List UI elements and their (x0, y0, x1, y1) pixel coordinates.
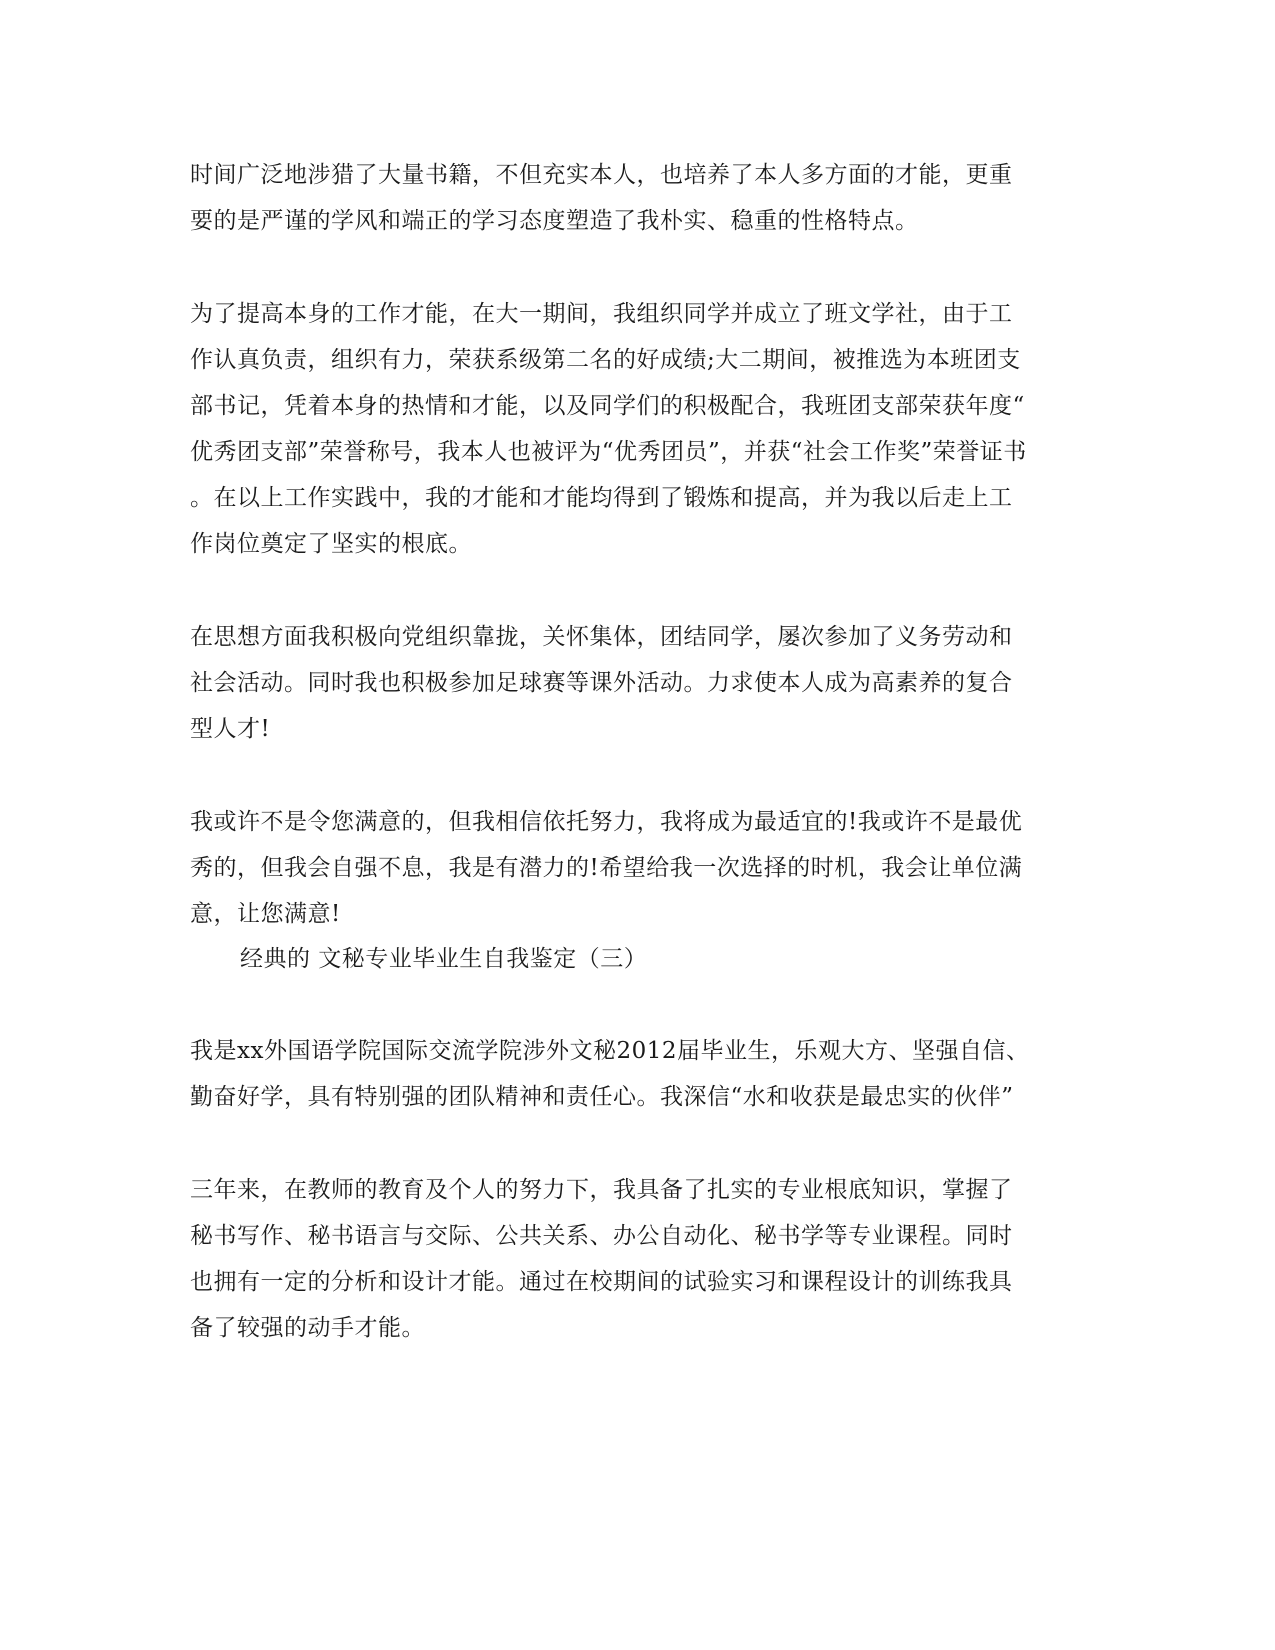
section-heading: 经典的 文秘专业毕业生自我鉴定（三） (240, 946, 648, 972)
text-line: 优秀团支部”荣誉称号，我本人也被评为“优秀团员”，并获“社会工作奖”荣誉证书 (190, 439, 1027, 465)
text-line: 部书记，凭着本身的热情和才能，以及同学们的积极配合，我班团支部荣获年度“ (190, 393, 1025, 419)
text-line: 意，让您满意! (190, 901, 341, 927)
text-line: 时间广泛地涉猎了大量书籍，不但充实本人，也培养了本人多方面的才能，更重 (190, 162, 1013, 188)
text-line: 型人才! (190, 716, 271, 742)
text-line: 为了提高本身的工作才能，在大一期间，我组织同学并成立了班文学社，由于工 (190, 301, 1013, 327)
text-line: 秘书写作、秘书语言与交际、公共关系、办公自动化、秘书学等专业课程。同时 (190, 1223, 1013, 1249)
text-line: 社会活动。同时我也积极参加足球赛等课外活动。力求使本人成为高素养的复合 (190, 670, 1013, 696)
text-line: 三年来，在教师的教育及个人的努力下，我具备了扎实的专业根底知识，掌握了 (190, 1177, 1013, 1203)
text-line: 我是xx外国语学院国际交流学院涉外文秘2012届毕业生，乐观大方、坚强自信、 (190, 1038, 1030, 1064)
text-line: 。在以上工作实践中，我的才能和才能均得到了锻炼和提高，并为我以后走上工 (190, 485, 1013, 511)
text-line: 备了较强的动手才能。 (190, 1315, 425, 1341)
text-line: 也拥有一定的分析和设计才能。通过在校期间的试验实习和课程设计的训练我具 (190, 1269, 1013, 1295)
text-line: 作岗位奠定了坚实的根底。 (190, 531, 472, 557)
text-line: 在思想方面我积极向党组织靠拢，关怀集体，团结同学，屡次参加了义务劳动和 (190, 624, 1013, 650)
text-line: 秀的，但我会自强不息，我是有潜力的!希望给我一次选择的时机，我会让单位满 (190, 855, 1023, 881)
text-line: 勤奋好学，具有特别强的团队精神和责任心。我深信“水和收获是最忠实的伙伴” (190, 1084, 1014, 1110)
text-line: 要的是严谨的学风和端正的学习态度塑造了我朴实、稳重的性格特点。 (190, 208, 919, 234)
text-line: 我或许不是令您满意的，但我相信依托努力，我将成为最适宜的!我或许不是最优 (190, 809, 1023, 835)
text-line: 作认真负责，组织有力，荣获系级第二名的好成绩;大二期间，被推选为本班团支 (190, 347, 1021, 373)
